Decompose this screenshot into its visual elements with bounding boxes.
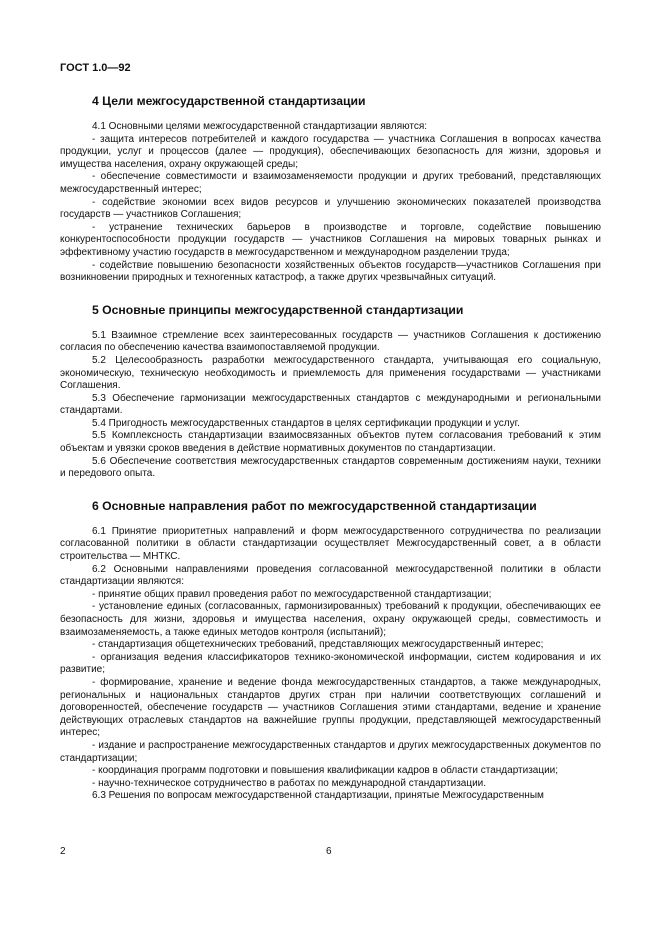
paragraph: - принятие общих правил проведения работ по межгосударственной стандартизации; (92, 588, 492, 600)
paragraph: 6.1 Принятие приоритетных направлений и форм межгосударственного сотрудничества по реализации согласованной политики в области стандартизации осуществляет Межгосударственный совет, а в области строительства — МНТКС. (60, 525, 601, 563)
paragraph: 5.6 Обеспечение соответствия межгосударственных стандартов современным достижениям науки, техники и передового опыта. (60, 455, 601, 480)
document-code: ГОСТ 1.0—92 (60, 62, 131, 74)
section-heading: 6 Основные направления работ по межгосударственной стандартизации (92, 498, 537, 513)
paragraph: - стандартизация общетехнических требований, представляющих межгосударственный интерес; (92, 639, 544, 651)
paragraph: 6.3 Решения по вопросам межгосударственной стандартизации, принятые Межгосударственным (92, 790, 544, 802)
paragraph: - организация ведения классификаторов технико-экономической информации, систем кодирования и их развитие; (60, 651, 601, 676)
paragraph: 6.2 Основными направлениями проведения согласованной межгосударственной политики в области стандартизации являются: (60, 563, 601, 588)
paragraph: - содействие экономии всех видов ресурсов и улучшению экономических показателей производства государств — участников Соглашения; (60, 196, 601, 221)
paragraph: - издание и распространение межгосударственных стандартов и других межгосударственных документов по стандартизации; (60, 739, 601, 764)
paragraph: 5.3 Обеспечение гармонизации межгосударственных стандартов с международными и региональными стандартами. (60, 392, 601, 417)
section-6 (60, 498, 601, 803)
paragraph: 5.1 Взаимное стремление всех заинтересованных государств — участников Соглашения к достижению согласия по обеспечению качества взаимопоставляемой продукции. (60, 329, 601, 354)
document-body (60, 93, 601, 820)
paragraph: - защита интересов потребителей и каждого государства — участника Соглашения в вопросах качества продукции, услуг и процессов (далее — продукция), обеспечивающих безопасность для жизни, здоровья и имущества населения, охрану окружающей среды; (60, 133, 601, 170)
section-5 (60, 302, 601, 481)
paragraph: 5.5 Комплексность стандартизации взаимосвязанных объектов путем согласования требований к этим объектам и увязки сроков введения в действие нормативных документов по стандартизации. (60, 430, 601, 455)
section-heading: 5 Основные принципы межгосударственной стандартизации (92, 302, 464, 317)
section-heading: 4 Цели межгосударственной стандартизации (92, 94, 366, 108)
section-4 (60, 93, 601, 285)
page-number-left: 2 (60, 846, 66, 857)
page-number-center: 6 (326, 846, 332, 857)
paragraph: - установление единых (согласованных, гармонизированных) требований к продукции, обеспечивающих ее безопасность для жизни, здоровья и имущества населения, охрану окружающей среды, совместимость и взаимозаменяемость, а также единых методов контроля (испытаний); (60, 601, 601, 638)
paragraph: - содействие повышению безопасности хозяйственных объектов государств—участников Соглашения при возникновении природных и техногенных катастроф, а также других чрезвычайных ситуаций. (60, 259, 601, 284)
paragraph: - устранение технических барьеров в производстве и торговле, содействие повышению конкурентоспособности продукции государств — участников Соглашения на мировых товарных рынках и эффективному участию государств в межгосударственном и международном разделении труда; (60, 221, 601, 258)
paragraph: 4.1 Основными целями межгосударственной стандартизации являются: (92, 121, 428, 132)
paragraph: - обеспечение совместимости и взаимозаменяемости продукции и других требований, представляющих межгосударственный интерес; (60, 171, 601, 195)
paragraph: - научно-техническое сотрудничество в работах по международной стандартизации. (92, 777, 487, 789)
paragraph: 5.4 Пригодность межгосударственных стандартов в целях сертификации продукции и услуг. (92, 417, 520, 429)
paragraph: 5.2 Целесообразность разработки межгосударственного стандарта, учитывающая его социальную, экономическую, техническую необходимость и приемлемость для применения государствами — участниками Соглашения. (60, 354, 601, 392)
paragraph: - координация программ подготовки и повышения квалификации кадров в области стандартизации; (92, 765, 559, 777)
paragraph: - формирование, хранение и ведение фонда межгосударственных стандартов, а также международных, региональных и национальных стандартов других стран при наличии соответствующих соглашений и договоренностей, обеспечение государств — участников Соглашения этими стандартами, ведение и хранение действующих отраслевых стандартов на важнейшие группы продукции, представляющей межгосударственный интерес; (60, 676, 601, 739)
